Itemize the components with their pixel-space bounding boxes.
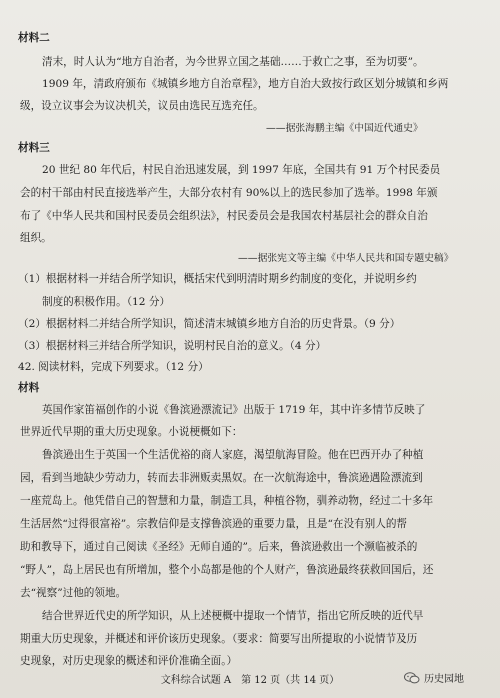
- material2-heading: 材料二: [18, 32, 50, 44]
- question-42-material-heading: 材料: [18, 382, 40, 394]
- watermark-text: 历史园地: [424, 674, 464, 685]
- material3-source: ——据张宪文等主编《中华人民共和国专题史稿》: [238, 253, 454, 264]
- q42-text-line1: 英国作家笛福创作的小说《鲁滨逊漂流记》出版于 1719 年，其中许多情节反映了: [42, 404, 426, 416]
- q42-text-line4: 园，看到当地缺少劳动力，转而去非洲贩卖黑奴。在一次航海途中，鲁滨逊遇险漂流到: [20, 472, 423, 484]
- q42-text-line5: 一座荒岛上。他凭借自己的智慧和力量，制造工具，种植谷物，驯养动物，经过二十多年: [20, 495, 434, 507]
- q42-text-line8: “野人”，岛上居民也有所增加，整个小岛都是他的个人财产，鲁滨逊最终获救回国后，还: [20, 564, 434, 576]
- material2-text-line2: 1909 年，清政府颁布《城镇乡地方自治章程》，地方自治大致按行政区划分城镇和乡两: [42, 78, 449, 90]
- material3-text-line3: 布了《中华人民共和国村民委员会组织法》，村民委员会是我国农村基层社会的群众自治: [20, 210, 428, 222]
- q42-text-line11: 期重大历史现象，并概述和评价该历史现象。（要求：简要写出所提取的小说情节及历: [20, 633, 418, 645]
- material3-text-line4: 组织。: [20, 232, 52, 244]
- page-footer: 文科综合试题 A 第 12 页（共 14 页）: [160, 675, 340, 686]
- q42-text-line6: 生活居然“过得很富裕”。宗教信仰是支撑鲁滨逊的重要力量，且是“在没有别人的帮: [20, 518, 408, 530]
- q42-text-line7: 助和教导下，通过自己阅读《圣经》无师自通的”。后来，鲁滨逊救出一个濒临被杀的: [20, 541, 418, 553]
- q42-text-line3: 鲁滨逊出生于英国一个生活优裕的商人家庭，渴望航海冒险。他在巴西开办了种植: [42, 449, 424, 461]
- material2-text-line1: 清末，时人认为“地方自治者，为今世界立国之基础……于救亡之事，至为切要”。: [42, 56, 424, 68]
- q42-text-line9: 去“视察”过他的领地。: [20, 587, 127, 599]
- q42-text-line2: 世界近代早期的重大历史现象。小说梗概如下：: [20, 426, 243, 438]
- question-42-title: 42. 阅读材料，完成下列要求。（12 分）: [18, 361, 209, 373]
- q42-text-line10: 结合世界近代史的所学知识，从上述梗概中提取一个情节，指出它所反映的近代早: [42, 610, 424, 622]
- question-3: （3）根据材料三并结合所学知识，说明村民自治的意义。（4 分）: [18, 340, 327, 352]
- question-1-line1: （1）根据材料一并结合所学知识，概括宋代到明清时期乡约制度的变化，并说明乡约: [18, 273, 417, 285]
- material3-text-line1: 20 世纪 80 年代后，村民自治迅速发展，到 1997 年底，全国共有 91 万个村民委员: [42, 164, 441, 176]
- material2-source: ——据张海鹏主编《中国近代通史》: [266, 123, 423, 134]
- watermark: [404, 670, 464, 685]
- material2-text-line3: 级，设立议事会为议决机关，议员由选民互选充任。: [20, 100, 264, 112]
- q42-text-line12: 史现象，对历史现象的概述和评价准确全面。）: [20, 655, 238, 667]
- wechat-icon: [404, 672, 420, 684]
- question-2: （2）根据材料二并结合所学知识，简述清末城镇乡地方自治的历史背景。（9 分）: [18, 318, 401, 330]
- material3-heading: 材料三: [18, 142, 50, 154]
- question-1-line2: 制度的积极作用。（12 分）: [42, 296, 171, 308]
- material3-text-line2: 会的村干部由村民直接选举产生，大部分农村有 90%以上的选民参加了选举。1998 年颁: [20, 187, 438, 199]
